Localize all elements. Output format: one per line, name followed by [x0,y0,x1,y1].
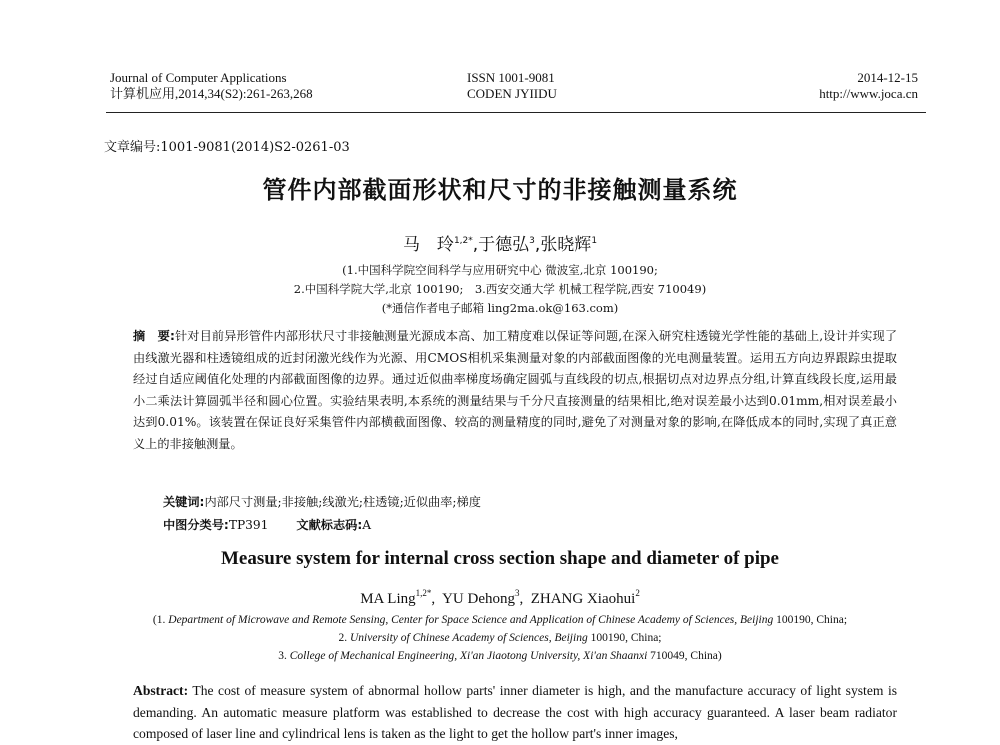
abstract-cn [133,326,897,455]
affiliation-en-2: 2. University of Chinese Academy of Sciences, Beijing 100190, China; [338,632,662,644]
affiliation-en-3: 3. College of Mechanical Engineering, Xi'an Jiaotong University, Xi'an Shaanxi 710049, China) [278,650,722,662]
doc-code-value: A [362,518,372,532]
affiliation-en-2-rest: 100190, China; [590,632,662,644]
authors-en: MA Ling$^{1,2*}$, YU Dehong$^3$, ZHANG Xiaohui$^2$ [360,588,640,607]
affiliation-cn-1: (1.中国科学院空间科学与应用研究中心 微波室,北京 100190; [342,263,658,277]
header-rule [106,112,926,113]
author-sup: 1,2* [415,588,432,598]
author-sup: 1 [591,236,598,246]
clc-label: 中图分类号: [163,518,229,532]
keywords-cn [163,493,481,510]
abstract-label-cn: 摘 要: [133,329,175,343]
issn: ISSN 1001-9081 [467,70,555,85]
author-sup: 3 [529,236,535,246]
author-sup: 3 [514,588,520,598]
affiliation-en-1: (1. Department of Microwave and Remote Sensing, Center for Space Science and Application of Chinese Academy of Sciences, Beijing 100190, China; [152,614,848,626]
affiliation-cn-2: 2.中国科学院大学,北京 100190; 3.西安交通大学 机械工程学院,西安 710049) [293,282,707,296]
coden: CODEN JYIIDU [467,86,557,101]
author-sup: 1,2* [453,236,473,246]
journal-citation-cn: 计算机应用,2014,34(S2):261-263,268 [110,86,313,101]
article-number: 文章编号:1001-9081(2014)S2-0261-03 [104,140,350,155]
publication-date: 2014-12-15 [857,70,918,85]
author-en: YU Dehong [442,591,515,607]
journal-date-url [819,70,918,102]
abstract-en [133,680,897,745]
paper-title-cn: 管件内部截面形状和尺寸的非接触测量系统 [262,176,738,204]
journal-info [110,70,313,102]
abstract-label-en: Abstract: [133,683,189,698]
paper-title-en: Measure system for internal cross section shape and diameter of pipe [221,548,779,569]
affiliation-en-1-rest: 100190, China; [776,614,848,626]
author-sup: 2 [635,588,640,598]
journal-codes [467,70,557,102]
keywords-text: 内部尺寸测量;非接触;线激光;柱透镜;近似曲率;梯度 [204,495,481,509]
affiliation-en-1-italic: Department of Microwave and Remote Sensing, Center for Space Science and Application of Chinese Academy of Sciences, Beijing [168,614,774,626]
author-cn: 马 玲 [402,235,454,255]
affiliation-en-3-italic: College of Mechanical Engineering, Xi'an Jiaotong University, Xi'an Shaanxi [289,650,648,662]
abstract-text-cn: 针对目前异形管件内部形状尺寸非接触测量光源成本高、加工精度难以保证等问题,在深入研究柱透镜光学性能的基础上,设计并实现了由线激光器和柱透镜组成的近封闭激光线作为光源、用CMOS相机采集测量对象的内部截面图像的光电测量装置。运用五方向边界跟踪虫提取经过自适应阈值化处理的内部截面图像的边界。通过近似曲率梯度场确定圆弧与直线段的切点,根据切点对边界点分组,计算直线段长度,运用最小二乘法计算圆弧半径和圆心位置。实验结果表明,本系统的测量结果与千分尺直接测量的结果相比,绝对误差最小达到0.01mm,相对误差最小达到0.01%。该装置在保证良好采集管件内部横截面图像、较高的测量精度的同时,避免了对测量对象的影响,在降低成本的同时,实现了真正意义上的非接触测量。 [133,329,898,451]
author-cn: 张晓辉 [540,235,592,255]
affiliation-en-3-rest: 710049, China) [650,650,722,662]
author-en: ZHANG Xiaohui [530,591,636,607]
journal-name-en: Journal of Computer Applications [110,70,287,85]
doc-code-label: 文献标志码: [296,518,363,532]
authors-cn: 马 玲$^{1,2*}$,于德弘$^3$,张晓辉$^1$ [402,235,598,255]
affiliation-en-2-italic: University of Chinese Academy of Sciences, Beijing [349,632,588,644]
corresponding-email: (*通信作者电子邮箱 ling2ma.ok@163.com) [381,301,619,315]
abstract-text-en: The cost of measure system of abnormal hollow parts' inner diameter is high, and the manufacture accuracy of light system is demanding. An automatic measure platform was established to decrease the cost with high accuracy guaranteed. A laser beam radiator composed of laser line and cylindrical lens is taken as the light to get the hollow part's inner images, [133,683,898,741]
keywords-label: 关键词: [163,495,205,509]
classification [163,516,371,533]
journal-url: http://www.joca.cn [819,86,918,101]
author-cn: 于德弘 [478,235,530,255]
author-en: MA Ling [360,591,416,607]
clc-value: TP391 [228,518,269,532]
